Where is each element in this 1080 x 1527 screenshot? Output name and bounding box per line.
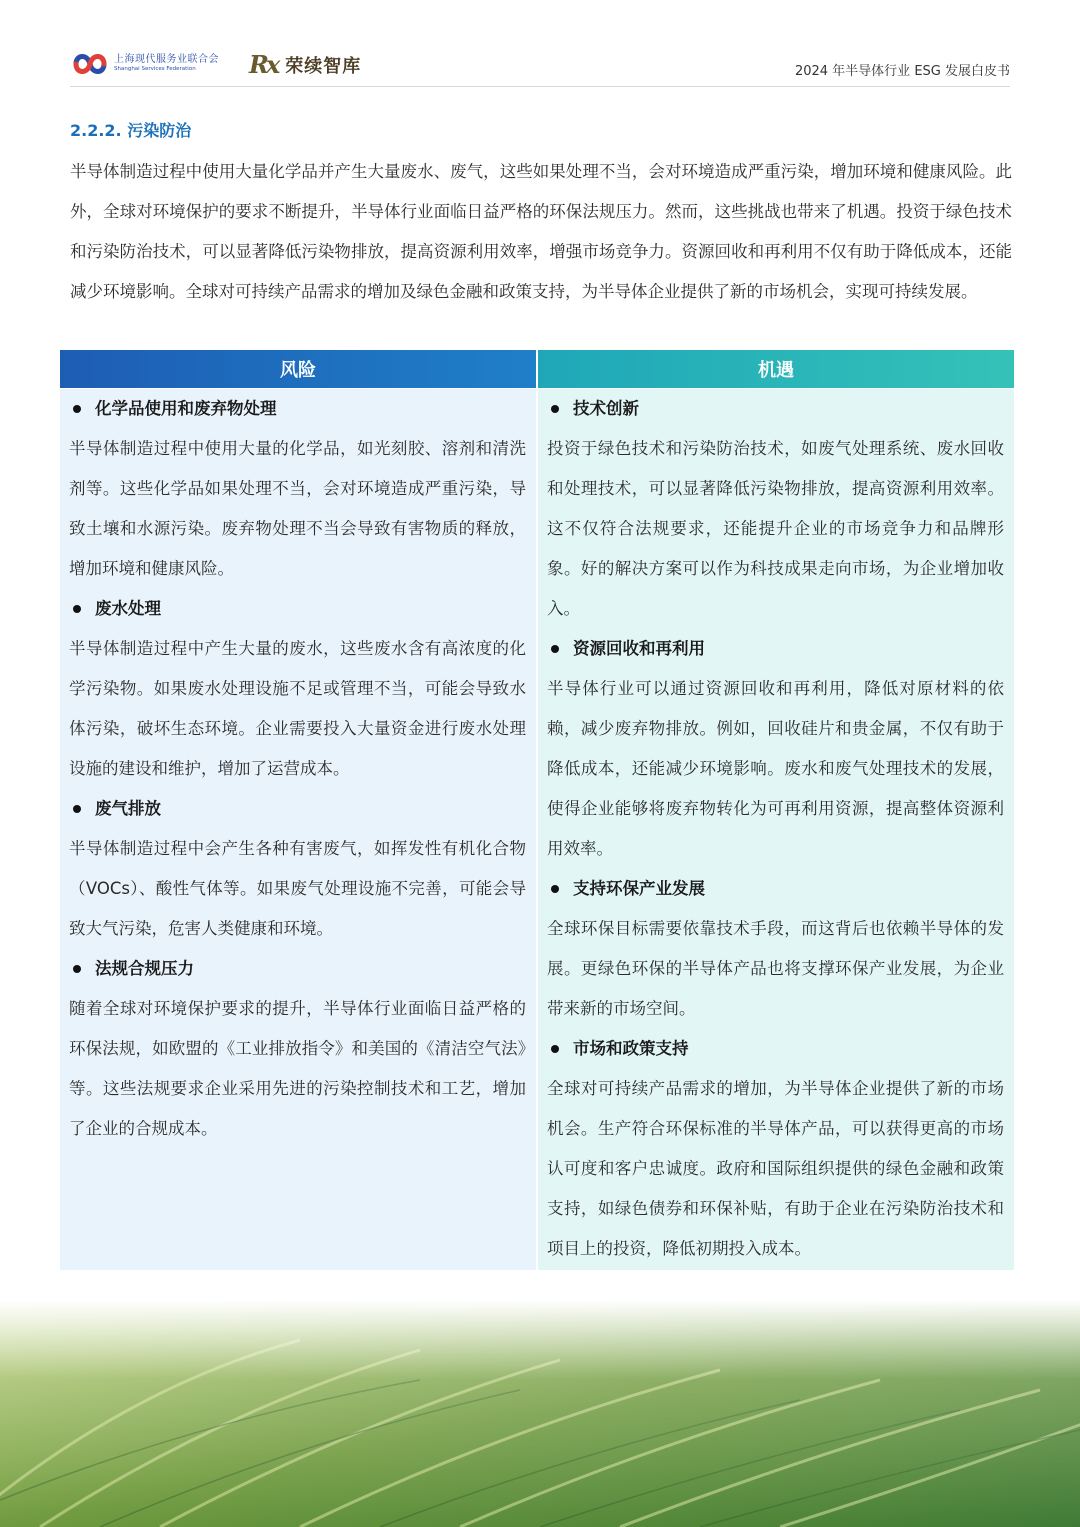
opportunity-item-body: 全球环保目标需要依靠技术手段，而这背后也依赖半导体的发展。更绿色环保的半导体产品也将支撑环保产业发展，为企业带来新的市场空间。 bbox=[547, 919, 1004, 1018]
section-heading: 2.2.2. 污染防治 bbox=[70, 121, 192, 140]
risk-item-title: 法规合规压力 bbox=[95, 959, 194, 978]
opportunity-item-body: 投资于绿色技术和污染防治技术，如废气处理系统、废水回收和处理技术，可以显著降低污染物排放，提高资源利用效率。这不仅符合法规要求，还能提升企业的市场竞争力和品牌形象。好的解决方案可以作为科技成果走向市场，为企业增加收入。 bbox=[547, 439, 1004, 618]
risk-item bbox=[69, 589, 526, 789]
opportunity-column-header: 机遇 bbox=[538, 350, 1014, 388]
risk-item-body: 半导体制造过程中使用大量的化学品，如光刻胶、溶剂和清洗剂等。这些化学品如果处理不当，会对环境造成严重污染，导致土壤和水源污染。废弃物处理不当会导致有害物质的释放，增加环境和健康风险。 bbox=[69, 439, 526, 578]
farmland-landscape-image bbox=[0, 1300, 1080, 1527]
opportunity-item-title: 市场和政策支持 bbox=[573, 1039, 689, 1058]
rx-logo bbox=[249, 50, 361, 79]
opportunity-item bbox=[547, 869, 1004, 1029]
risk-item-body: 半导体制造过程中产生大量的废水，这些废水含有高浓度的化学污染物。如果废水处理设施不足或管理不当，可能会导致水体污染，破坏生态环境。企业需要投入大量资金进行废水处理设施的建设和维护，增加了运营成本。 bbox=[69, 639, 526, 778]
ssf-logo-name-cn: 上海现代服务业联合会 bbox=[114, 54, 219, 66]
opportunity-item-body: 全球对可持续产品需求的增加，为半导体企业提供了新的市场机会。生产符合环保标准的半导体产品，可以获得更高的市场认可度和客户忠诚度。政府和国际组织提供的绿色金融和政策支持，如绿色债券和环保补贴，有助于企业在污染防治技术和项目上的投资，降低初期投入成本。 bbox=[547, 1079, 1004, 1258]
bullet-icon bbox=[551, 405, 559, 413]
risk-item-title: 废水处理 bbox=[95, 599, 161, 618]
opportunity-item-title: 资源回收和再利用 bbox=[573, 639, 705, 658]
risk-item-body: 半导体制造过程中会产生各种有害废气，如挥发性有机化合物（VOCs）、酸性气体等。如果废气处理设施不完善，可能会导致大气污染，危害人类健康和环境。 bbox=[69, 839, 526, 938]
opportunity-item-body: 半导体行业可以通过资源回收和再利用，降低对原材料的依赖，减少废弃物排放。例如，回收硅片和贵金属，不仅有助于降低成本，还能减少环境影响。废水和废气处理技术的发展，使得企业能够将废弃物转化为可再利用资源，提高整体资源利用效率。 bbox=[547, 679, 1004, 858]
risk-item-title: 化学品使用和废弃物处理 bbox=[95, 399, 277, 418]
bullet-icon bbox=[73, 805, 81, 813]
document-title: 2024 年半导体行业 ESG 发展白皮书 bbox=[794, 64, 1010, 79]
ssf-logo bbox=[72, 50, 219, 78]
ssf-logo-icon bbox=[72, 50, 108, 78]
rx-logo-name: 荣续智库 bbox=[285, 55, 362, 77]
risk-opportunity-table bbox=[60, 350, 1014, 1270]
bullet-icon bbox=[73, 605, 81, 613]
opportunity-item-title: 支持环保产业发展 bbox=[573, 879, 705, 898]
header-divider bbox=[70, 86, 1010, 87]
risk-item-body: 随着全球对环境保护要求的提升，半导体行业面临日益严格的环保法规，如欧盟的《工业排放指令》和美国的《清洁空气法》等。这些法规要求企业采用先进的污染控制技术和工艺，增加了企业的合规成本。 bbox=[69, 999, 526, 1138]
bullet-icon bbox=[73, 405, 81, 413]
risk-item bbox=[69, 949, 526, 1149]
opportunity-item bbox=[547, 389, 1004, 629]
bullet-icon bbox=[551, 885, 559, 893]
risk-item bbox=[69, 389, 526, 589]
ssf-logo-name-en: Shanghai Services Federation bbox=[114, 66, 196, 73]
risk-item-title: 废气排放 bbox=[95, 799, 161, 818]
opportunity-item-title: 技术创新 bbox=[573, 399, 639, 418]
farmland-illustration bbox=[0, 1300, 1080, 1527]
page-header bbox=[0, 0, 1080, 88]
bullet-icon bbox=[551, 645, 559, 653]
rx-logo-mark: Rx bbox=[249, 50, 278, 79]
opportunity-item bbox=[547, 1029, 1004, 1269]
risk-column bbox=[60, 389, 536, 1270]
risk-item bbox=[69, 789, 526, 949]
bullet-icon bbox=[551, 1045, 559, 1053]
opportunity-item bbox=[547, 629, 1004, 869]
bullet-icon bbox=[73, 965, 81, 973]
risk-column-header: 风险 bbox=[60, 350, 536, 388]
intro-paragraph: 半导体制造过程中使用大量化学品并产生大量废水、废气，这些如果处理不当，会对环境造成严重污染，增加环境和健康风险。此外，全球对环境保护的要求不断提升，半导体行业面临日益严格的环保法规压力。然而，这些挑战也带来了机遇。投资于绿色技术和污染防治技术，可以显著降低污染物排放，提高资源利用效率，增强市场竞争力。资源回收和再利用不仅有助于降低成本，还能减少环境影响。全球对可持续产品需求的增加及绿色金融和政策支持，为半导体企业提供了新的市场机会，实现可持续发展。 bbox=[70, 162, 1012, 301]
opportunity-column bbox=[538, 389, 1014, 1270]
